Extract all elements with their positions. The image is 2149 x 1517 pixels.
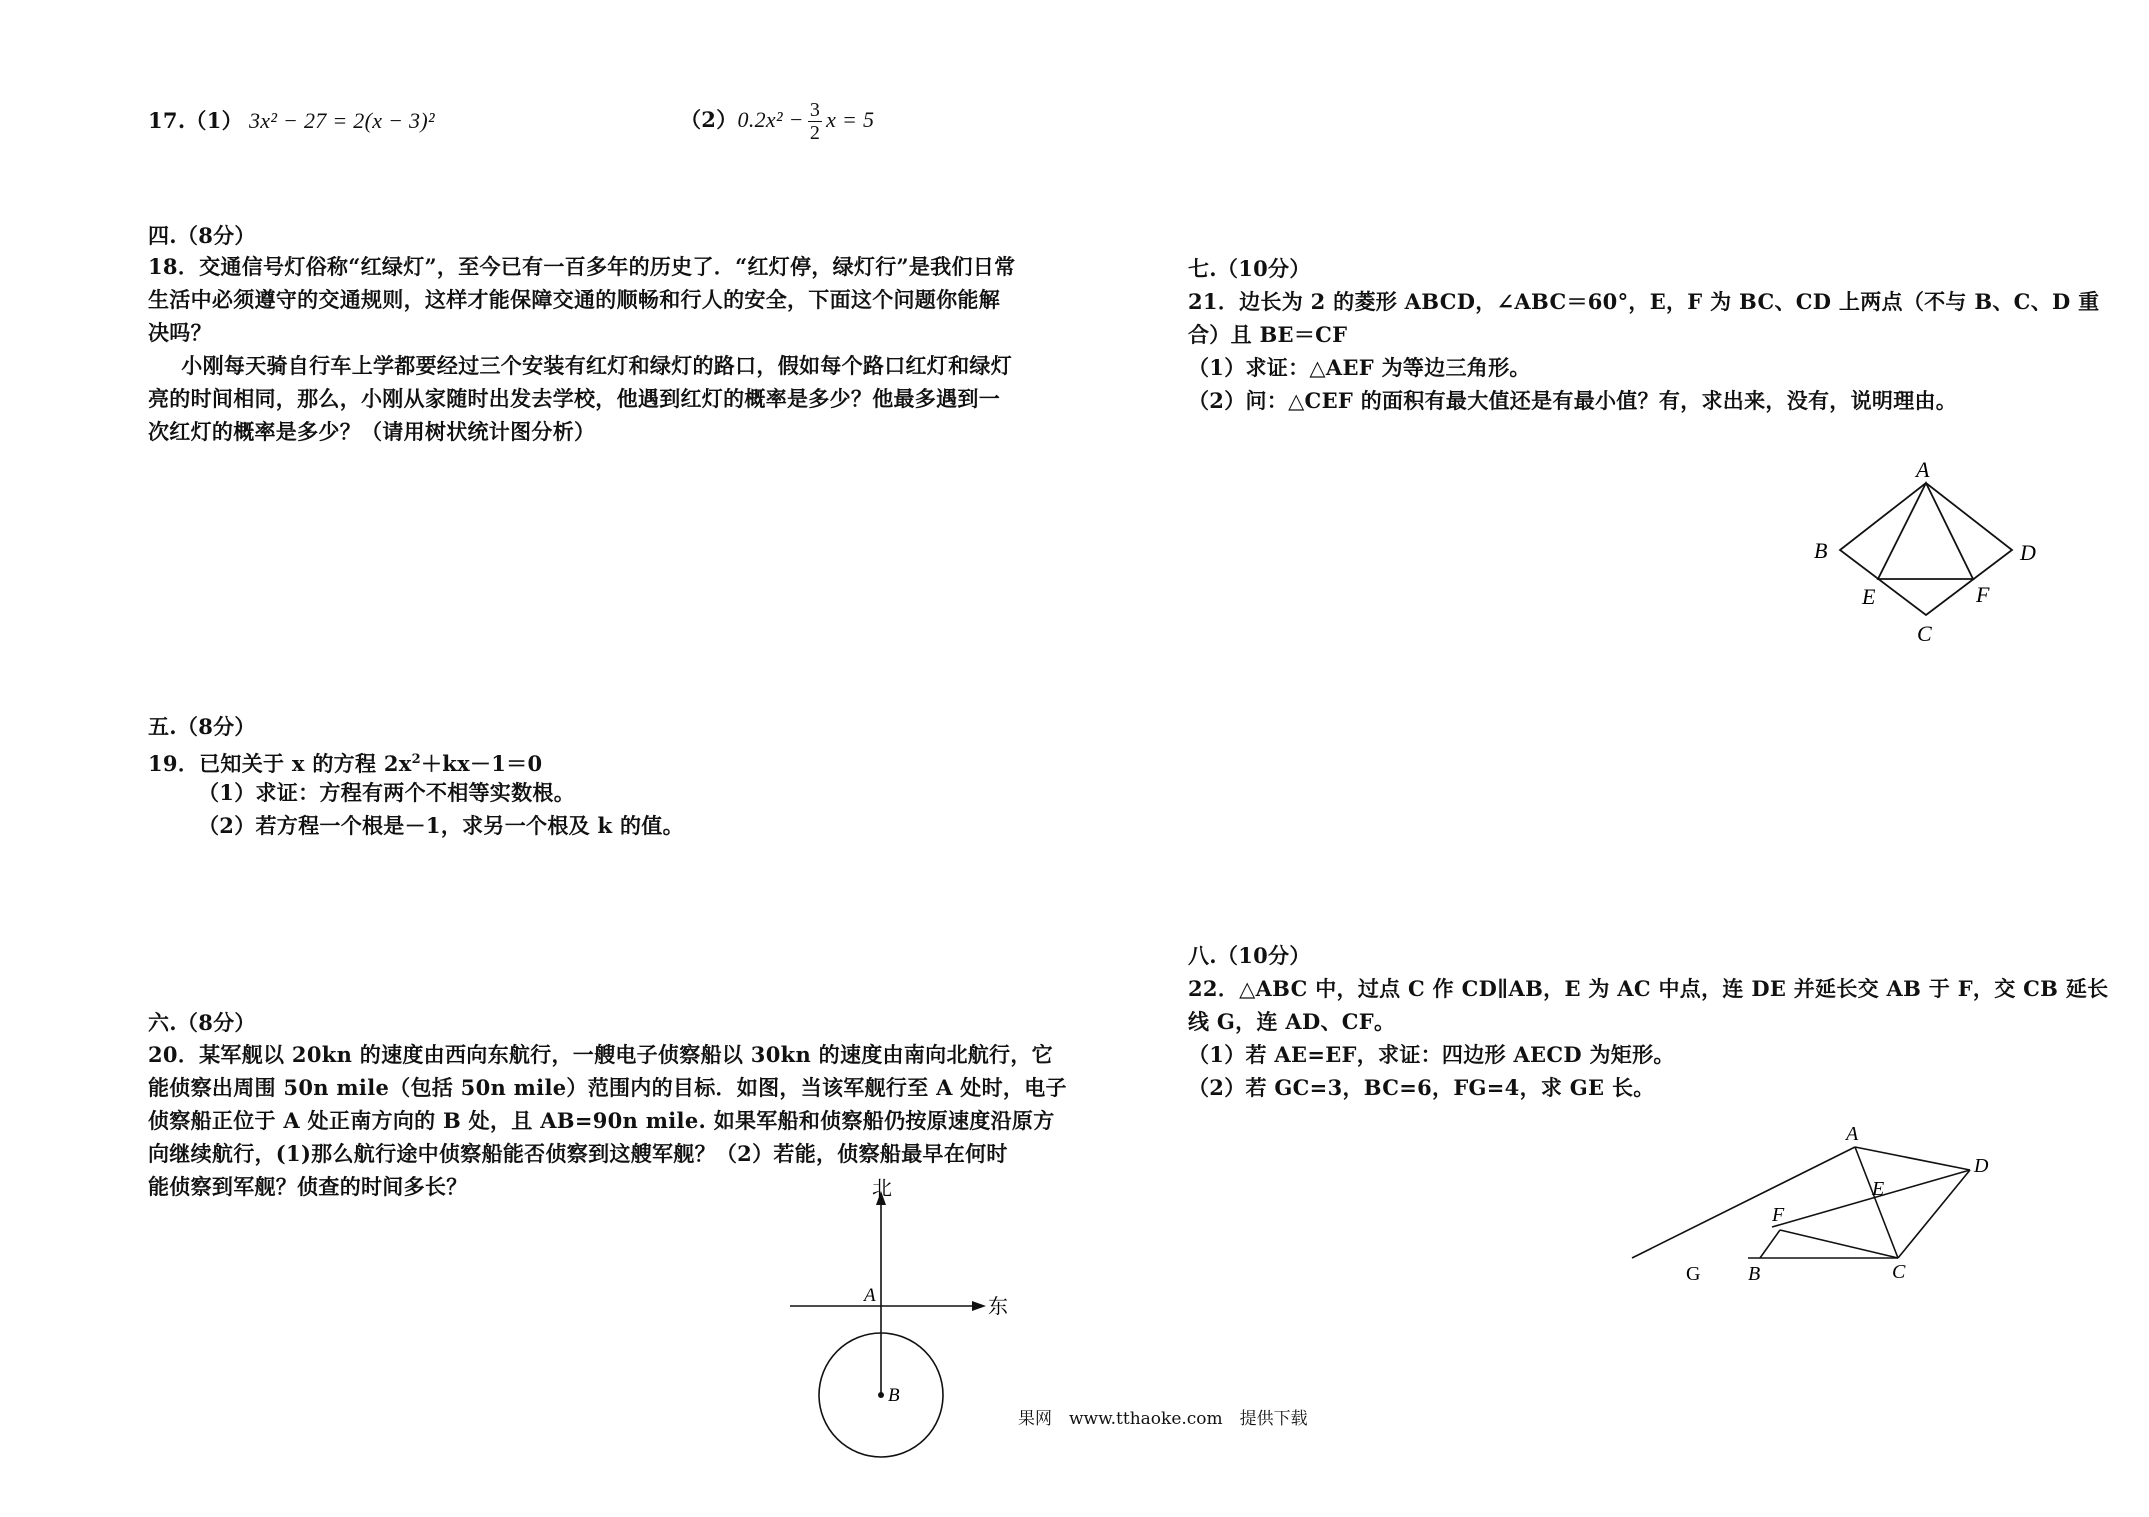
segment-ad	[1855, 1147, 1970, 1170]
footer-source: 果网 www.tthaoke.com 提供下载	[1018, 1409, 1308, 1429]
segment-fd	[1772, 1170, 1970, 1227]
rhombus-d-label: D	[2020, 540, 2036, 565]
q17-fraction	[808, 99, 822, 144]
east-arrow-icon	[972, 1301, 986, 1311]
q21-line-2: 合）且 BE＝CF	[1188, 322, 1348, 347]
q20-line-2: 能侦察出周围 50n mile（包括 50n mile）范围内的目标．如图，当该军舰行至 A 处时，电子	[148, 1075, 1067, 1100]
q18-line-4: 小刚每天骑自行车上学都要经过三个安装有红灯和绿灯的路口，假如每个路口红灯和绿灯	[160, 353, 1012, 378]
q18-line-1: 18．交通信号灯俗称“红绿灯”，至今已有一百多年的历史了．“红灯停，绿灯行”是我们日常	[148, 254, 1016, 279]
q19-stem-sup: 2	[411, 752, 421, 767]
q20-line-5: 能侦察到军舰？侦查的时间多长？	[148, 1174, 468, 1199]
q17-line	[148, 106, 435, 136]
q22-figure	[1620, 1120, 2020, 1290]
q17-equation-2b: x = 5	[826, 107, 875, 132]
q20-line-4: 向继续航行，(1)那么航行途中侦察船能否侦察到这艘军舰？（2）若能，侦察船最早在何时	[148, 1141, 1008, 1166]
q17-part2	[680, 94, 874, 146]
q22-e-label: E	[1872, 1178, 1885, 1200]
point-a-label: A	[864, 1285, 876, 1306]
q22-b-label: B	[1748, 1263, 1761, 1285]
q18-line-6: 次红灯的概率是多少？（请用树状统计图分析）	[148, 419, 596, 444]
segment-fb	[1760, 1230, 1780, 1258]
point-b	[878, 1392, 884, 1398]
section-7-heading: 七.（10分）	[1188, 256, 1311, 281]
rhombus-a-label: A	[1916, 457, 1930, 482]
q22-line-1: 22．△ABC 中，过点 C 作 CD∥AB，E 为 AC 中点，连 DE 并延长交 AB 于 F，交 CB 延长	[1188, 976, 2109, 1001]
q19-part-2: （2）若方程一个根是－1，求另一个根及 k 的值。	[198, 813, 684, 838]
q19-part-1: （1）求证：方程有两个不相等实数根。	[198, 780, 576, 805]
q22-d-label: D	[1974, 1155, 1989, 1177]
q22-a-label: A	[1846, 1123, 1859, 1145]
q17-equation-1: 3x² − 27 = 2(x − 3)²	[248, 108, 435, 133]
q17-equation-2a: 0.2x² −	[737, 107, 804, 132]
rhombus-c-label: C	[1917, 621, 1932, 646]
q18-line-5: 亮的时间相同，那么，小刚从家随时出发去学校，他遇到红灯的概率是多少？他最多遇到一	[148, 386, 1000, 411]
triangle-aef	[1878, 483, 1973, 579]
segment-ac	[1855, 1147, 1898, 1258]
q17-fraction-den: 2	[809, 122, 821, 144]
q19-stem	[148, 745, 542, 779]
east-label: 东	[988, 1296, 1008, 1318]
segment-cd	[1898, 1170, 1970, 1258]
q21-line-1: 21．边长为 2 的菱形 ABCD，∠ABC＝60°，E，F 为 BC、CD 上两点（不与 B、C、D 重	[1188, 289, 2100, 314]
q22-g-label: G	[1686, 1263, 1701, 1285]
q19-stem-b: ＋kx－1＝0	[420, 751, 543, 776]
q22-f-label: F	[1772, 1204, 1785, 1226]
q22-line-2: 线 G，连 AD、CF。	[1188, 1009, 1396, 1034]
segment-fc	[1780, 1230, 1898, 1258]
section-5-heading: 五.（8分）	[148, 714, 256, 739]
rhombus-b-label: B	[1814, 538, 1828, 563]
q17-label: 17.（1）	[148, 108, 243, 133]
q19-stem-a: 19．已知关于 x 的方程 2x	[148, 751, 412, 776]
q18-line-3: 决吗？	[148, 320, 212, 345]
q21-line-3: （1）求证：△AEF 为等边三角形。	[1188, 355, 1531, 380]
q22-line-3: （1）若 AE=EF，求证：四边形 AECD 为矩形。	[1188, 1042, 1675, 1067]
q20-line-1: 20．某军舰以 20kn 的速度由西向东航行，一艘电子侦察船以 30kn 的速度由南向北航行，它	[148, 1042, 1053, 1067]
q20-figure	[780, 1175, 1040, 1475]
q22-line-4: （2）若 GC=3，BC=6，FG=4，求 GE 长。	[1188, 1075, 1655, 1100]
north-label: 北	[872, 1178, 892, 1200]
q17-part2-label: （2）	[680, 107, 738, 132]
q21-line-4: （2）问：△CEF 的面积有最大值还是有最小值？有，求出来，没有，说明理由。	[1188, 388, 1958, 413]
rhombus-f-label: F	[1976, 582, 1990, 607]
section-8-heading: 八.（10分）	[1188, 943, 1311, 968]
q17-fraction-num: 3	[809, 99, 821, 121]
q21-figure	[1800, 455, 2040, 655]
section-6-heading: 六.（8分）	[148, 1010, 256, 1035]
segment-ab	[1632, 1147, 1855, 1258]
point-b-label: B	[888, 1385, 900, 1406]
rhombus-e-label: E	[1862, 584, 1876, 609]
q20-line-3: 侦察船正位于 A 处正南方向的 B 处，且 AB=90n mile. 如果军船和侦察船仍按原速度沿原方	[148, 1108, 1055, 1133]
q22-c-label: C	[1892, 1261, 1906, 1283]
q18-line-2: 生活中必须遵守的交通规则，这样才能保障交通的顺畅和行人的安全，下面这个问题你能解	[148, 287, 1000, 312]
section-4-heading: 四.（8分）	[148, 223, 256, 248]
